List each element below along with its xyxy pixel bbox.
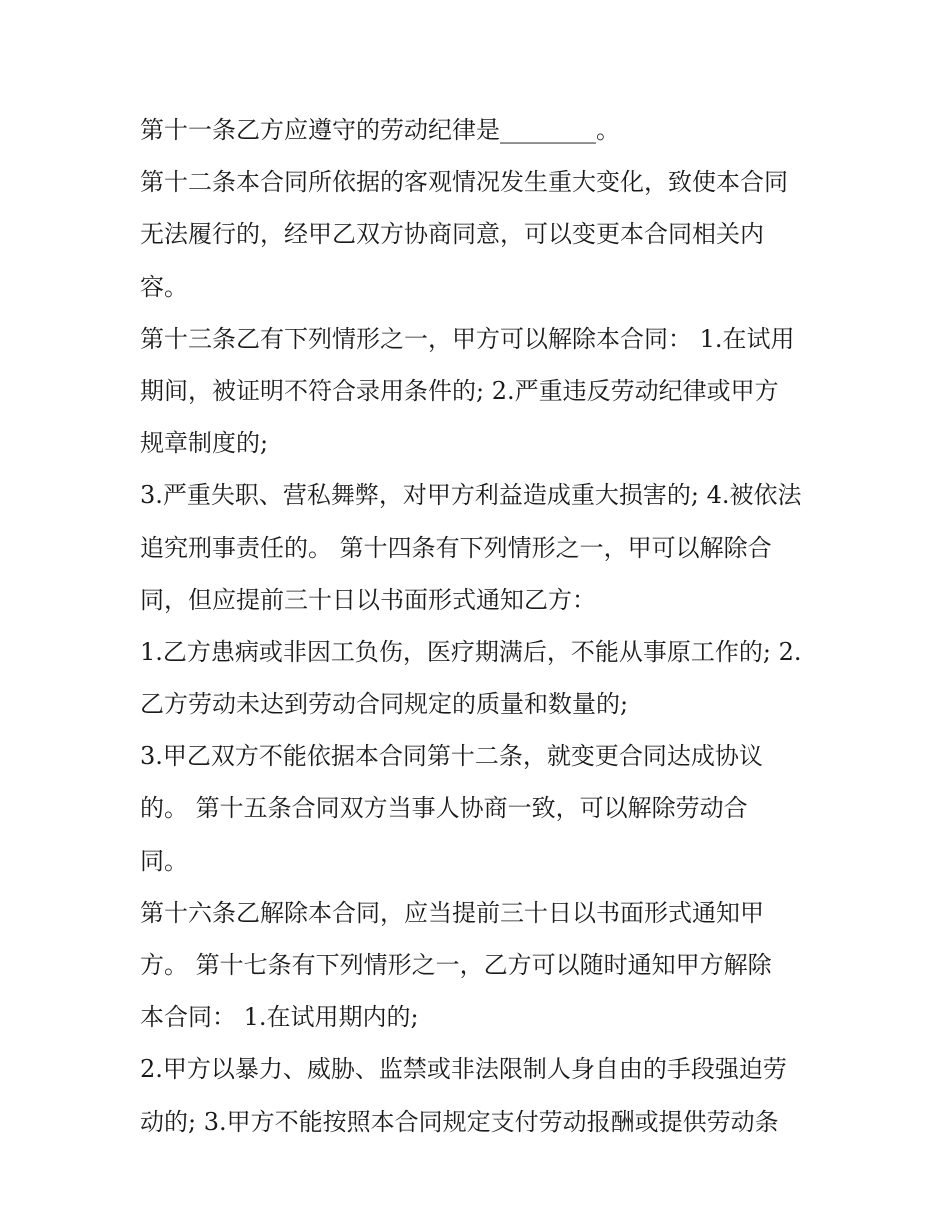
text-line: 第十三条乙有下列情形之一，甲方可以解除本合同： 1.在试用 bbox=[140, 324, 795, 353]
text-line: 方。 第十七条有下列情形之一，乙方可以随时通知甲方解除 bbox=[140, 951, 772, 979]
text-line: 的。 第十五条合同双方当事人协商一致，可以解除劳动合 bbox=[140, 794, 748, 823]
text-line: 乙方劳动未达到劳动合同规定的质量和数量的; bbox=[140, 690, 629, 719]
text-line: 本合同： 1.在试用期内的; bbox=[140, 1003, 419, 1032]
text-line: 3.严重失职、营私舞弊，对甲方利益造成重大损害的; 4.被依法 bbox=[140, 481, 802, 510]
text-line: 追究刑事责任的。 第十四条有下列情形之一，甲可以解除合 bbox=[140, 533, 772, 562]
text-line: 同，但应提前三十日以书面形式通知乙方： bbox=[140, 585, 596, 614]
text-line: 2.甲方以暴力、威胁、监禁或非法限制人身自由的手段强迫劳 bbox=[140, 1055, 787, 1084]
text-line: 规章制度的; bbox=[140, 429, 269, 458]
document-body bbox=[140, 108, 830, 1152]
text-line: 第十六条乙解除本合同，应当提前三十日以书面形式通知甲 bbox=[140, 898, 764, 927]
text-line: 同。 bbox=[140, 846, 188, 875]
text-line: 容。 bbox=[140, 272, 188, 301]
text-line: 动的; 3.甲方不能按照本合同规定支付劳动报酬或提供劳动条 bbox=[140, 1107, 779, 1136]
text-line: 1.乙方患病或非因工负伤，医疗期满后，不能从事原工作的; 2. bbox=[140, 637, 802, 666]
text-line: 第十二条本合同所依据的客观情况发生重大变化，致使本合同 bbox=[140, 168, 788, 197]
text-line: 无法履行的，经甲乙双方协商同意，可以变更本合同相关内 bbox=[140, 220, 764, 249]
text-line: 第十一条乙方应遵守的劳动纪律是________。 bbox=[140, 116, 620, 144]
text-line: 期间，被证明不符合录用条件的; 2.严重违反劳动纪律或甲方 bbox=[140, 376, 779, 405]
text-line: 3.甲乙双方不能依据本合同第十二条，就变更合同达成协议 bbox=[140, 742, 763, 771]
